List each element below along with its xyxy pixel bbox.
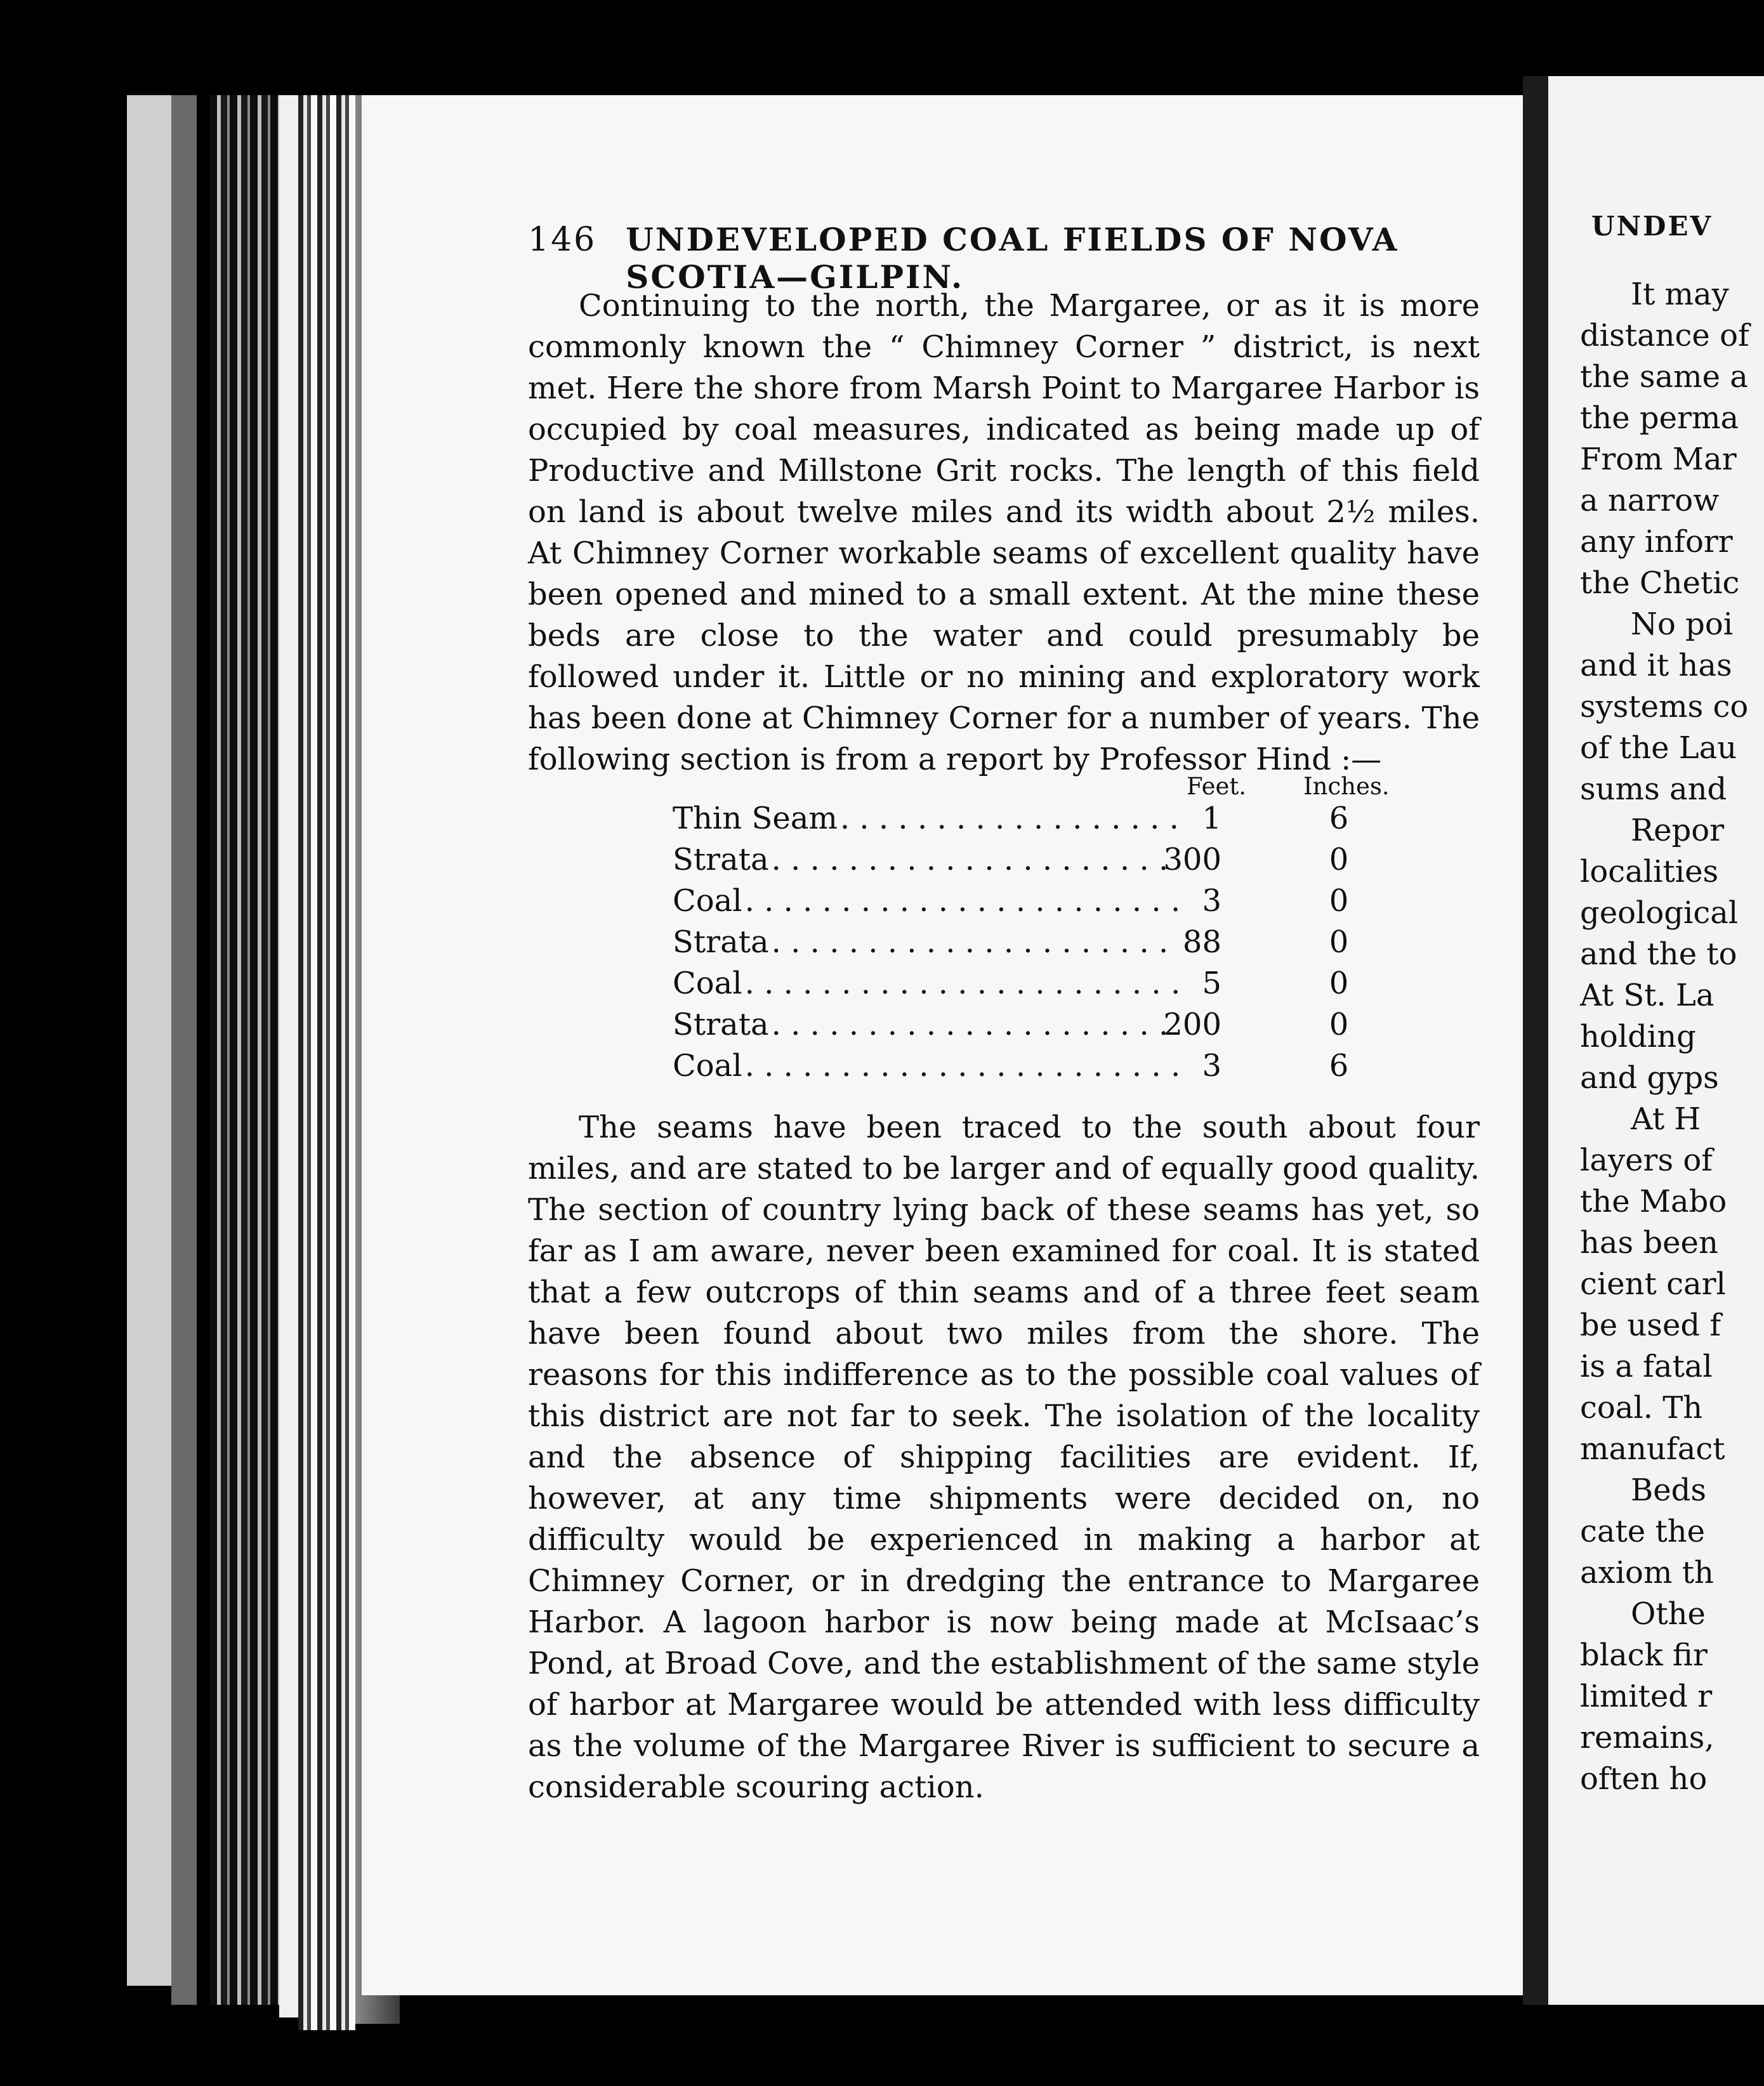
text-line: holding (1580, 1019, 1696, 1054)
text-line: remains, (1580, 1720, 1715, 1755)
table-row (673, 966, 1180, 1007)
text-line: manufact (1580, 1431, 1725, 1467)
text-line: the perma (1580, 400, 1739, 436)
page-edge (127, 95, 171, 1986)
paragraph-2: The seams have been traced to the south about four miles, and are stated to be larger and of equally good quality. The section of country lying back of these seams has yet, so far as I am aware, never been examined for coal. It is stated that a few outcrops of thin seams and of a three feet seam have been found about two miles from the shore. The reasons for this indifference as to the possible coal values of this district are not far to seek. The isolation of the locality and the absence of shipping facilities are evident. If, however, at any time shipments were decided on, no difficulty would be experienced in making a harbor at Chimney Corner, or in dredging the entrance to Margaree Harbor. A lagoon harbor is now being made at McIsaac’s Pond, at Broad Cove, and the establishment of the same style of harbor at Margaree would be attended with less difficulty as the volume of the Margaree River is sufficient to secure a considerable scouring action. (528, 1110, 1480, 1805)
page-edge (298, 95, 355, 2030)
text-line: localities (1580, 854, 1719, 889)
text-line: layers of (1580, 1143, 1713, 1178)
table-cell-label: Strata (673, 1007, 769, 1042)
page-number: 146 (528, 221, 597, 259)
text-line: systems co (1580, 689, 1749, 725)
leader-dots (772, 1007, 1178, 1042)
running-title: UNDEVELOPED COAL FIELDS OF NOVA SCOTIA—GILPIN. (626, 221, 1399, 296)
table-cell-label: Strata (673, 842, 769, 877)
leader-dots (840, 801, 1178, 836)
right-page (1548, 76, 1764, 2005)
text-line: cate the (1580, 1514, 1706, 1549)
text-line: limited r (1580, 1679, 1713, 1714)
text-line: From Mar (1580, 442, 1737, 477)
text-line: No poi (1631, 607, 1734, 642)
text-line: Repor (1631, 813, 1725, 848)
text-line: the Mabo (1580, 1184, 1727, 1219)
text-line: the same a (1580, 359, 1748, 395)
table-cell-inches: 0 (1329, 842, 1349, 877)
table-cell-inches: 0 (1329, 966, 1349, 1001)
table-row (673, 1048, 1180, 1089)
paragraph-1: Continuing to the north, the Margaree, or as it is more commonly known the “ Chimney Corner ” district, is next met. Here the shore from Marsh Point to Margaree Harbor is occupied by coal measures, indicated as being made up of Productive and Millstone Grit rocks. The length of this field on land is about twelve miles and its width about 2½ miles. At Chimney Corner workable seams of excellent quality have been opened and mined to a small extent. At the mine these beds are close to the water and could presumably be followed under it. Little or no mining and exploratory work has been done at Chimney Corner for a number of years. The following section is from a report by Professor Hind :— (528, 288, 1480, 777)
text-line: of the Lau (1580, 730, 1737, 766)
left-page (362, 95, 1523, 1995)
text-line: It may (1631, 277, 1729, 312)
leader-dots (745, 966, 1178, 1001)
text-line: be used f (1580, 1308, 1721, 1343)
table-row (673, 801, 1180, 842)
table-cell-label: Coal (673, 966, 742, 1001)
table-cell-feet: 300 (1163, 842, 1221, 877)
table-cell-inches: 6 (1329, 801, 1349, 836)
table-cell-feet: 88 (1182, 924, 1221, 960)
text-line: black fir (1580, 1637, 1708, 1673)
page-edge (171, 95, 197, 2005)
table-row (673, 924, 1180, 966)
text-line: the Chetic (1580, 565, 1740, 601)
text-line: Othe (1631, 1596, 1706, 1632)
table-cell-label: Thin Seam (673, 801, 838, 836)
page-edge (279, 95, 298, 2017)
running-head (528, 221, 1435, 296)
table-row (673, 1007, 1180, 1048)
table-cell-label: Coal (673, 883, 742, 919)
leader-dots (745, 1048, 1178, 1084)
text-line: At H (1631, 1101, 1701, 1137)
table-header-feet: Feet. (1187, 773, 1247, 800)
text-line: is a fatal (1580, 1349, 1713, 1384)
text-line: has been (1580, 1225, 1718, 1261)
table-cell-label: Coal (673, 1048, 742, 1084)
table-cell-inches: 0 (1329, 924, 1349, 960)
table-row (673, 842, 1180, 883)
text-line: a narrow (1580, 483, 1720, 518)
leader-dots (772, 842, 1178, 877)
right-running-title: UNDEV (1591, 211, 1713, 242)
table-cell-inches: 0 (1329, 1007, 1349, 1042)
text-line: and it has (1580, 648, 1732, 683)
leader-dots (745, 883, 1178, 919)
text-line: Beds (1631, 1473, 1707, 1508)
text-line: distance of (1580, 318, 1749, 353)
table-cell-inches: 0 (1329, 883, 1349, 919)
text-line: cient carl (1580, 1266, 1726, 1302)
text-line: axiom th (1580, 1555, 1714, 1591)
table-cell-feet: 3 (1202, 1048, 1221, 1084)
text-line: sums and (1580, 771, 1727, 807)
table-cell-feet: 1 (1202, 801, 1221, 836)
gutter (1523, 76, 1548, 2005)
table-header-inches: Inches. (1303, 773, 1390, 800)
leader-dots (772, 924, 1178, 960)
table-cell-feet: 3 (1202, 883, 1221, 919)
table-cell-label: Strata (673, 924, 769, 960)
text-line: geological (1580, 895, 1739, 931)
right-page-text (1580, 274, 1764, 1800)
text-line: coal. Th (1580, 1390, 1703, 1426)
text-line: often ho (1580, 1761, 1708, 1797)
text-line: and the to (1580, 936, 1737, 972)
text-line: At St. La (1580, 978, 1715, 1013)
text-line: and gyps (1580, 1060, 1719, 1096)
table-cell-feet: 200 (1163, 1007, 1221, 1042)
page-edge (209, 95, 279, 2005)
table-cell-feet: 5 (1202, 966, 1221, 1001)
table-row (673, 883, 1180, 924)
table-cell-inches: 6 (1329, 1048, 1349, 1084)
text-line: any inforr (1580, 524, 1733, 560)
